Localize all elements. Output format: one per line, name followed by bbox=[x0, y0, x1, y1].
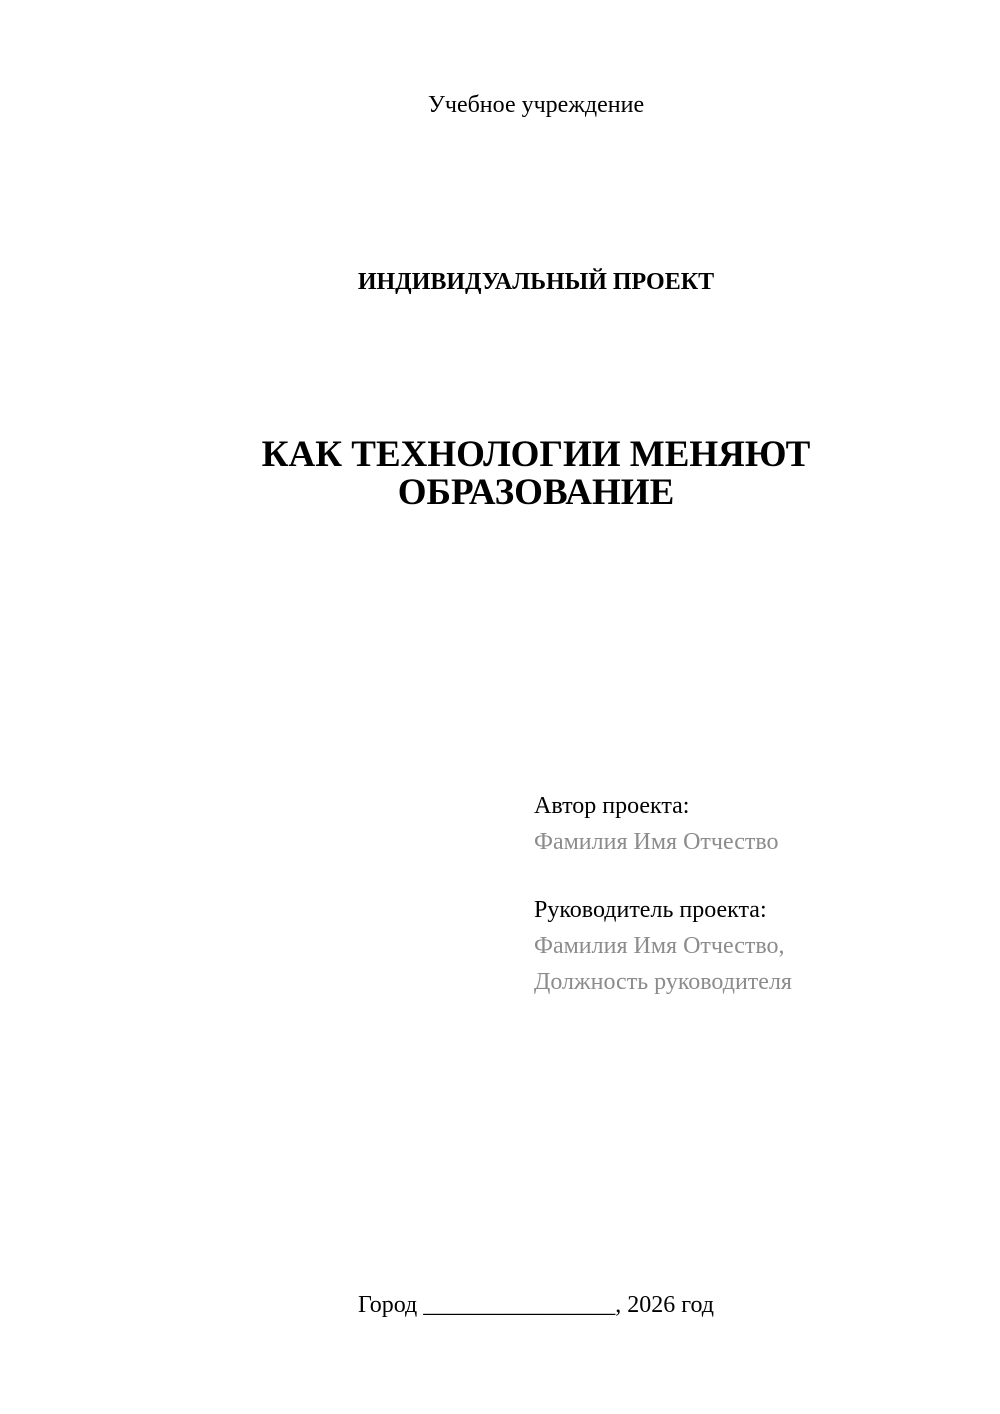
credits-spacer bbox=[534, 860, 792, 892]
city-year-footer: Город ________________, 2026 год bbox=[357, 1292, 715, 1318]
project-title-line-1: КАК ТЕХНОЛОГИИ МЕНЯЮТ bbox=[261, 434, 811, 475]
project-title-line-2: ОБРАЗОВАНИЕ bbox=[397, 472, 675, 513]
project-title bbox=[0, 436, 1000, 512]
supervisor-name: Фамилия Имя Отчество, bbox=[534, 933, 785, 959]
supervisor-label: Руководитель проекта: bbox=[534, 897, 767, 923]
supervisor-position: Должность руководителя bbox=[534, 969, 792, 995]
project-credits bbox=[534, 788, 792, 1000]
institution-name: Учебное учреждение bbox=[427, 92, 645, 118]
author-name: Фамилия Имя Отчество bbox=[534, 829, 779, 855]
author-label: Автор проекта: bbox=[534, 793, 690, 819]
project-type-heading: ИНДИВИДУАЛЬНЫЙ ПРОЕКТ bbox=[357, 269, 715, 295]
